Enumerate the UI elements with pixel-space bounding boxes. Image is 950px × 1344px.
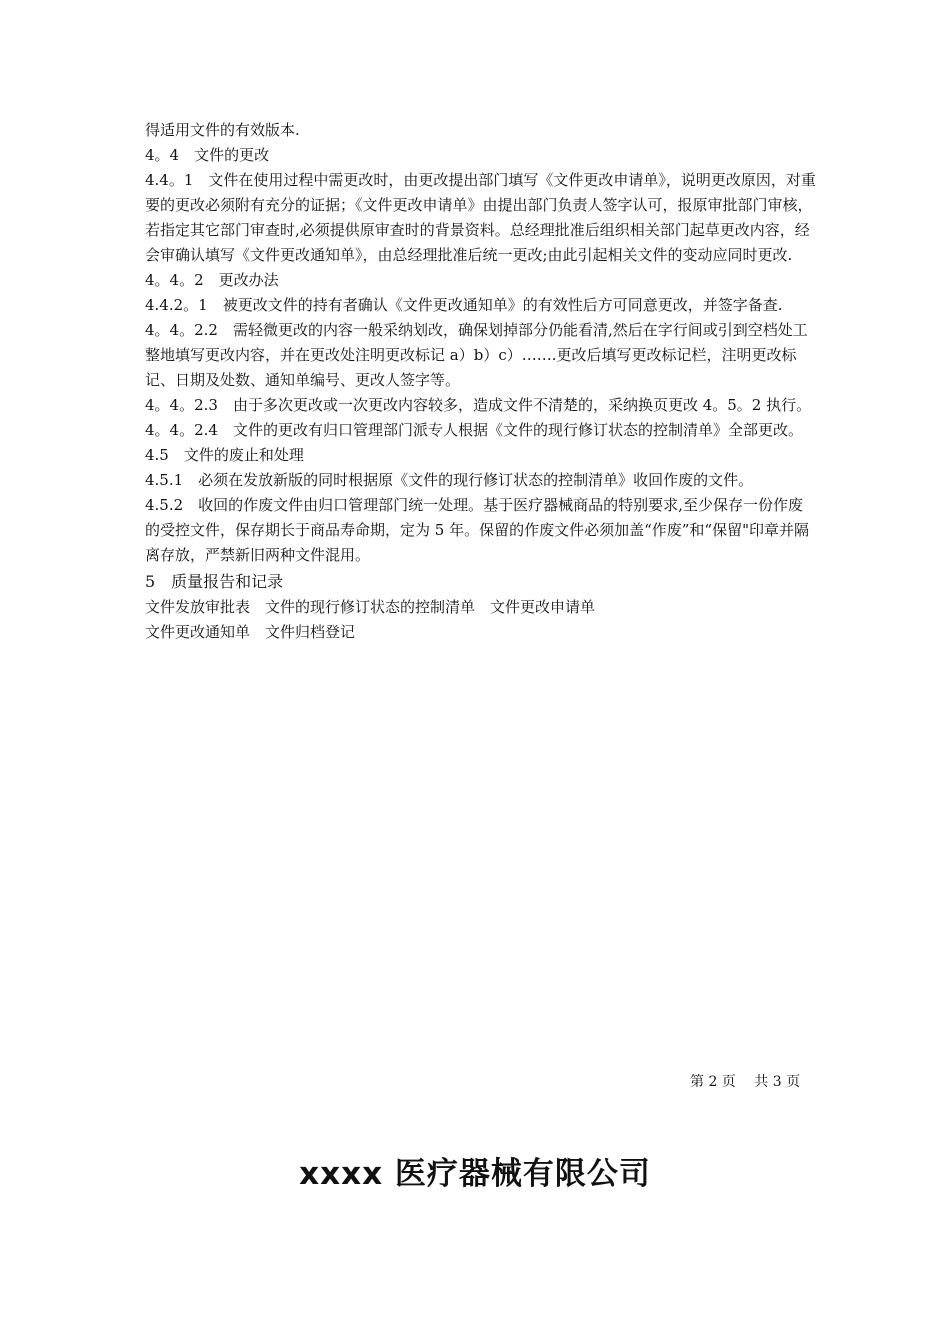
paragraph-4-4-2-3: 4。4。2.3 由于多次更改或一次更改内容较多，造成文件不清楚的，采纳换页更改 4。5。2 执行。	[145, 396, 812, 414]
paragraph-4-4-2-2: 4。4。2.2 需轻微更改的内容一般采纳划改，确保划掉部分仍能看清,然后在字行间或引到空档处工整地填写更改内容，并在更改处注明更改标记 a）b）c）…….更改后填写更改标记栏，注明更改标记、日期及处数、通知单编号、更改人签字等。	[145, 321, 808, 389]
paragraph-4-4-1: 4.4。1 文件在使用过程中需更改时，由更改提出部门填写《文件更改申请单》，说明更改原因，对重要的更改必须附有充分的证据；《文件更改申请单》由提出部门负责人签字认可，报原审批部门审核，若指定其它部门审查时,必须提供原审查时的背景资料。总经理批准后组织相关部门起草更改内容，经会审确认填写《文件更改通知单》，由总经理批准后统一更改;由此引起相关文件的变动应同时更改.	[145, 171, 816, 264]
heading-4-4: 4。4 文件的更改	[145, 146, 270, 164]
page-number: 第 2 页 共 3 页	[690, 1074, 801, 1090]
paragraph-4-4-2-4: 4。4。2.4 文件的更改有归口管理部门派专人根据《文件的现行修订状态的控制清单》全部更改。	[145, 421, 803, 439]
paragraph-4-4-2-1: 4.4.2。1 被更改文件的持有者确认《文件更改通知单》的有效性后方可同意更改，并签字备查.	[145, 296, 783, 314]
paragraph-4-5-1: 4.5.1 必须在发放新版的同时根据原《文件的现行修订状态的控制清单》收回作废的文件。	[145, 471, 754, 489]
records-list-line-1: 文件发放审批表 文件的现行修订状态的控制清单 文件更改申请单	[145, 598, 596, 616]
paragraph-continuation: 得适用文件的有效版本.	[145, 121, 300, 139]
heading-4-5: 4.5 文件的废止和处理	[145, 446, 304, 464]
document-body	[145, 118, 817, 645]
records-list-line-2: 文件更改通知单 文件归档登记	[145, 623, 356, 641]
company-name: xxxx 医疗器械有限公司	[299, 1156, 651, 1192]
paragraph-4-5-2: 4.5.2 收回的作废文件由归口管理部门统一处理。基于医疗器械商品的特别要求,至少保存一份作废的受控文件，保存期长于商品寿命期，定为 5 年。保留的作废文件必须加盖“作废”和“保留"印章并隔离存放，严禁新旧两种文件混用。	[145, 496, 809, 564]
heading-5: 5 质量报告和记录	[145, 572, 284, 591]
heading-4-4-2: 4。4。2 更改办法	[145, 271, 279, 289]
